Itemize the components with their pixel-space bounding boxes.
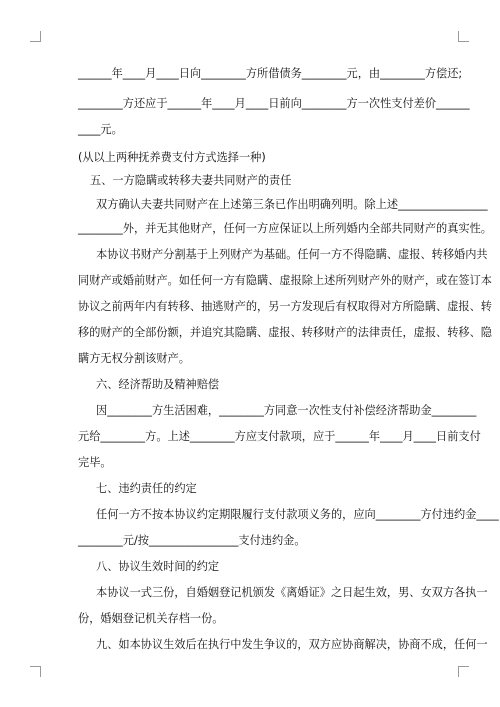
- crop-mark-bottom-right: [458, 666, 469, 677]
- paragraph-line: ________元/按________________支付违约金。: [78, 534, 306, 547]
- paragraph-line: 移的财产的全部份额，并追究其隐瞒、虚报、转移财产的法律责任，虚报、转移、隐: [78, 326, 492, 339]
- paragraph-line: 本协议一式三份，自婚姻登记机颁发《离婚证》之日起生效，男、女双方各执一: [96, 586, 488, 599]
- paragraph-line: ________方还应于______年____月____日前向________方一次性支付差价______: [78, 97, 470, 110]
- paragraph-line: 瞒方无权分割该财产。: [78, 352, 190, 365]
- paragraph-line: 同财产或婚前财产。如任何一方有隐瞒、虚报除上述所列财产外的财产，或在签订本: [78, 274, 492, 287]
- section-heading: 八、协议生效时间的约定: [96, 560, 220, 573]
- paragraph-line: 完毕。: [78, 456, 112, 469]
- paragraph-line: 双方确认夫妻共同财产在上述第三条已作出明确列明。除上述________________: [96, 198, 488, 211]
- crop-mark-bottom-left: [30, 666, 41, 677]
- paragraph-line: ________外，并无其他财产，任何一方应保证以上所列婚内全部共同财产的真实性。: [78, 222, 492, 235]
- paragraph-line: 本协议书财产分割基于上列财产为基础。任何一方不得隐瞒、虚报、转移婚内共: [96, 248, 488, 261]
- crop-mark-top-left: [30, 31, 41, 42]
- section-heading: 七、违约责任的约定: [96, 482, 197, 495]
- paragraph-line: ______年____月____日向________方所借债务________元，由________方偿还;: [78, 67, 463, 80]
- paragraph-line: 协议之前两年内有转移、抽逃财产的，另一方发现后有权取得对方所隐瞒、虚报、转: [78, 300, 492, 313]
- section-heading: 六、经济帮助及精神赔偿: [96, 378, 220, 391]
- paragraph-line: ____元。: [78, 123, 123, 136]
- paragraph-line: (从以上两种抚养费支付方式选择一种): [78, 151, 266, 164]
- crop-mark-top-right: [458, 31, 469, 42]
- paragraph-line: 九、如本协议生效后在执行中发生争议的，双方应协商解决，协商不成，任何一: [96, 638, 488, 651]
- section-heading: 五、一方隐瞒或转移夫妻共同财产的责任: [90, 174, 292, 187]
- paragraph-line: 任何一方不按本协议约定期限履行支付款项义务的，应向________方付违约金____: [96, 508, 499, 521]
- paragraph-line: 份，婚姻登记机关存档一份。: [78, 612, 224, 625]
- paragraph-line: 因________方生活困难，________方同意一次性支付补偿经济帮助金________: [96, 404, 477, 417]
- paragraph-line: 元给________方。上述________方应支付款项，应于______年____月____日前支付: [78, 430, 481, 443]
